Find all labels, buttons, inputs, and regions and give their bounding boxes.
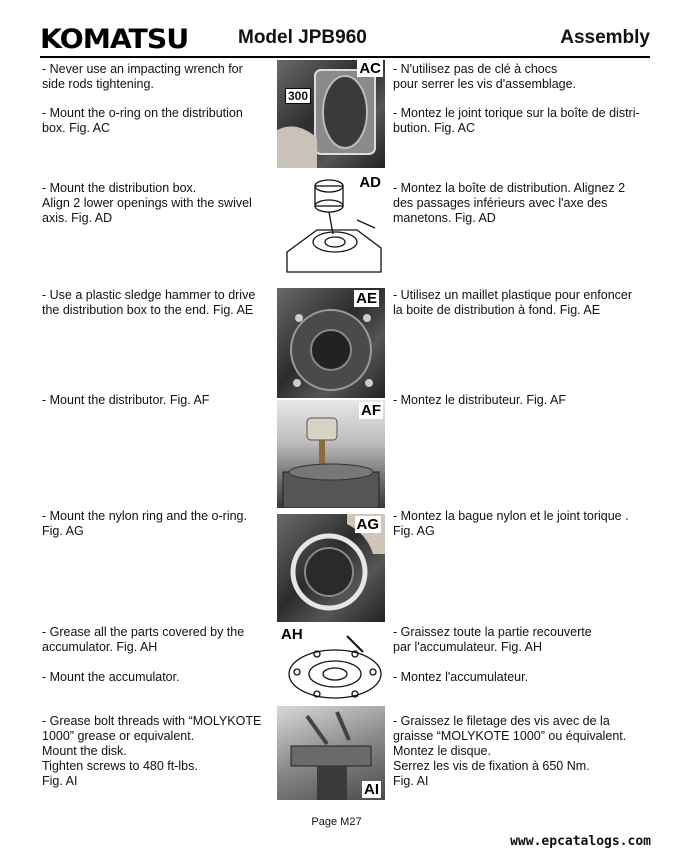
figure-ae-label: AE [356, 290, 377, 307]
section-title: Assembly [560, 27, 650, 48]
step-en-oring: - Mount the o-ring on the distribution box. Fig. AC [42, 106, 243, 135]
figure-ai [277, 706, 385, 800]
step-fr-sledge-hammer: - Utilisez un maillet plastique pour enfoncer la boite de distribution à fond. Fig. AE [393, 288, 633, 317]
figure-ag-label: AG [356, 516, 379, 533]
step-fr-distributor: - Montez le distributeur. Fig. AF [393, 393, 566, 407]
step-en-distributor: - Mount the distributor. Fig. AF [42, 393, 210, 407]
figure-ac [277, 60, 385, 168]
figure-ac-label: AC [359, 60, 381, 77]
step-en-nylon-ring: - Mount the nylon ring and the o-ring. Fig. AG [42, 509, 247, 538]
page-header [40, 24, 650, 54]
step-en-sledge-hammer: - Use a plastic sledge hammer to drive the distribution box to the end. Fig. AE [42, 288, 256, 317]
figure-ai-label: AI [364, 781, 379, 798]
figure-ag [277, 514, 385, 622]
step-en-distribution-box: - Mount the distribution box. Align 2 lower openings with the swivel axis. Fig. AD [42, 181, 252, 225]
step-en-accumulator: - Mount the accumulator. [42, 670, 180, 684]
step-fr-impact-wrench: - N'utilisez pas de clé à chocs pour serrer les vis d'assemblage. [393, 62, 577, 91]
step-fr-grease-parts: - Graissez toute la partie recouverte par l'accumulateur. Fig. AH [393, 625, 592, 654]
model-title: Model JPB960 [238, 27, 367, 48]
step-fr-molykote: - Graissez le filetage des vis avec de la graisse “MOLYKOTE 1000” ou équivalent. Montez le disque. Serrez les vis de fixation à 650 Nm. Fig. AI [393, 714, 627, 788]
figure-af-label: AF [361, 402, 381, 419]
figure-ah [277, 626, 385, 706]
figure-ah-label: AH [281, 626, 303, 643]
step-fr-accumulator: - Montez l'accumulateur. [393, 670, 529, 684]
step-en-molykote: - Grease bolt threads with “MOLYKOTE 1000” grease or equivalent. Mount the disk. Tighten screws to 480 ft-lbs. Fig. AI [42, 714, 262, 788]
step-fr-oring: - Montez le joint torique sur la boîte de distri- bution. Fig. AC [393, 106, 640, 135]
step-fr-distribution-box: - Montez la boîte de distribution. Alignez 2 des passages inférieurs avec l'axe des manetons. Fig. AD [393, 181, 626, 225]
step-fr-nylon-ring: - Montez la bague nylon et le joint torique . Fig. AG [393, 509, 629, 538]
watermark: www.epcatalogs.com [510, 834, 651, 849]
step-en-grease-parts: - Grease all the parts covered by the accumulator. Fig. AH [42, 625, 245, 654]
header-rule [40, 56, 650, 58]
figure-af [277, 400, 385, 508]
figure-ad-label: AD [359, 174, 381, 191]
figure-ac-badge: 300 [285, 88, 311, 104]
page-number: Page M27 [311, 816, 362, 828]
komatsu-logo: KOMATSU [40, 24, 189, 55]
figure-ad [277, 172, 385, 280]
step-en-impact-wrench: - Never use an impacting wrench for side rods tightening. [42, 62, 243, 91]
figure-ae [277, 288, 385, 398]
